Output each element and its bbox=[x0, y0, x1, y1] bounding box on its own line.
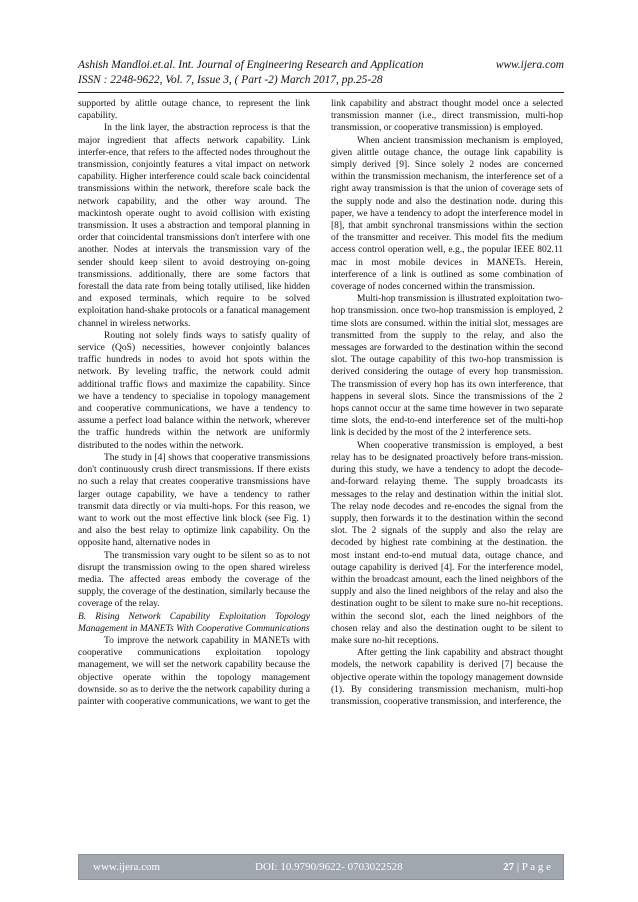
paragraph: Multi-hop transmission is illustrated exploitation two-hop transmission. once two-hop transmission is employed, 2 time slots are consumed. within the initial slot, messages are transmitted from the supply to the relay, and also the messages are forwarded to the destination within the second slot. The outage capability of this two-hop transmission is derived considering the outage of every hop transmission. The transmission of every hop has its own interference, that happens in several slots. Since the transmissions of the 2 hops cannot occur at the same time however in two separate time slots, the end-to-end interference set of the multi-hop link is decided by the most of the 2 interference sets. bbox=[331, 294, 563, 439]
page-header bbox=[78, 58, 564, 87]
paragraph: The study in [4] shows that cooperative transmissions don't continuously crush direct transmissions. If there exists no such a relay that creates cooperative transmissions have larger outage capability, we have a tendency to rather transmit data directly or via multi-hops. For this reason, we want to work out the most effective link block (see Fig. 1) and also the best relay to optimize link capability. On the opposite hand, alternative nodes in bbox=[78, 452, 310, 549]
section-heading: B. Rising Network Capability Exploitation Topology Management in MANETs With Cooperative Communications bbox=[78, 611, 310, 634]
issn-line: ISSN : 2248-9622, Vol. 7, Issue 3, ( Part -2) March 2017, pp.25-28 bbox=[78, 73, 383, 86]
paragraph: The transmission vary ought to be silent so as to not disrupt the transmission owing to the open shared wireless media. The affected areas embody the coverage of the supply, the coverage of the destination, similarly because the coverage of the relay. bbox=[78, 550, 310, 610]
footer-website: www.ijera.com bbox=[93, 861, 161, 873]
paragraph: To improve the network capability in MANETs with cooperative communications exploitation topology management, we will set the network capability because the objective operate within the topology management downside. so as to derive the the network capability during a painter with cooperative communications, we want to get the bbox=[78, 635, 310, 707]
page-label: | P a g e bbox=[516, 861, 551, 873]
page-number-block bbox=[503, 861, 551, 873]
paragraph: link capability and abstract thought model once a selected transmission manner (i.e., direct transmission, multi-hop transmission, or cooperative transmission) is employed. bbox=[331, 99, 563, 134]
paragraph: When cooperative transmission is employed, a best relay has to be designated proactively before trans-mission. during this study, we have a tendency to adopt the decode-and-forward relaying theme. The supply broadcasts its messages to the relay and destination within the initial slot. The relay node decodes and re-encodes the signal from the supply, then forwards it to the destination within the second slot. The 2 signals of the supply and also the relay are decoded by highest rate combining at the destination. the most instant end-to-end mutual data, outage chance, and outage capability is derived [4]. For the interference model, within the broadcast amount, each the lined neighbors of the supply and also the lined neighbors of the relay and also the destination ought to be silent to make sure no-hit receptions. within the second slot, each the lined neighbors of the chosen relay and also the destination ought to be silent to make sure no-hit receptions. bbox=[331, 440, 563, 646]
paragraph: In the link layer, the abstraction reprocess is that the major ingredient that affects network capability. Link interfer-ence, that refers to the affected nodes throughout the transmission, conjointly features a vital impact on network capability. Higher interference could scale back coincidental transmissions within the network, therefore scale back the network capability, and the other way around. The mackintosh operate ought to avoid collision with existing transmission. It uses a abstraction and temporal planning in order that coincidental transmissions don't interfere with one another. Nodes at intervals the transmission vary of the sender should keep silent to avoid destroying on-going transmissions. additionally, there are some factors that forestall the data rate from being totally utilised, like hidden and exposed terminals, which require to be solved exploitation hand-shake protocols or a fanatical management channel in wireless networks. bbox=[78, 123, 310, 329]
header-row-2 bbox=[78, 73, 564, 88]
journal-citation: Ashish Mandloi.et.al. Int. Journal of Engineering Research and Application bbox=[78, 59, 424, 71]
page-number: 27 bbox=[503, 861, 515, 873]
header-website: www.ijera.com bbox=[495, 59, 564, 71]
footer-doi: DOI: 10.9790/9622- 0703022528 bbox=[255, 861, 403, 873]
paragraph: After getting the link capability and abstract thought models, the network capability is derived [7] because the objective operate within the topology management downside (1). By considering transmission mechanism, multi-hop transmission, cooperative transmission, and interference, the bbox=[331, 648, 563, 707]
left-column bbox=[78, 98, 310, 708]
paragraph: When ancient transmission mechanism is employed, given alittle outage chance, the outage link capability is simply derived [9]. Since solely 2 nodes are concerned within the transmission mechanism, the interference set of a right away transmission is that the union of coverage sets of the supply node and also the destination node. during this paper, we have a tendency to adopt the interference model in [8], that ambit synchronal transmissions within the section of the transmitter and receiver. This model fits the medium access control operation well, e.g., the popular IEEE 802.11 mac in most mobile devices in MANETs. Herein, interference of a link is outlined as some combination of coverage of nodes concerned within the transmission. bbox=[331, 135, 563, 293]
header-row-1 bbox=[78, 58, 564, 73]
right-column bbox=[331, 98, 563, 708]
header-divider bbox=[78, 92, 564, 93]
paragraph: Routing not solely finds ways to satisfy quality of service (QoS) necessities, however conjointly balances traffic hundreds in nodes to avoid hot spots within the network. By leveling traffic, the network could admit additional traffic flows and maximize the capability. Since we have a tendency to specialise in topology management and cooperative communications, we have a tendency to assume a perfect load balance within the network, wherever the traffic hundreds within the network are uniformly distributed to the nodes within the network. bbox=[78, 330, 310, 451]
page-footer bbox=[78, 854, 564, 880]
paragraph: supported by alittle outage chance, to represent the link capability. bbox=[78, 99, 310, 122]
